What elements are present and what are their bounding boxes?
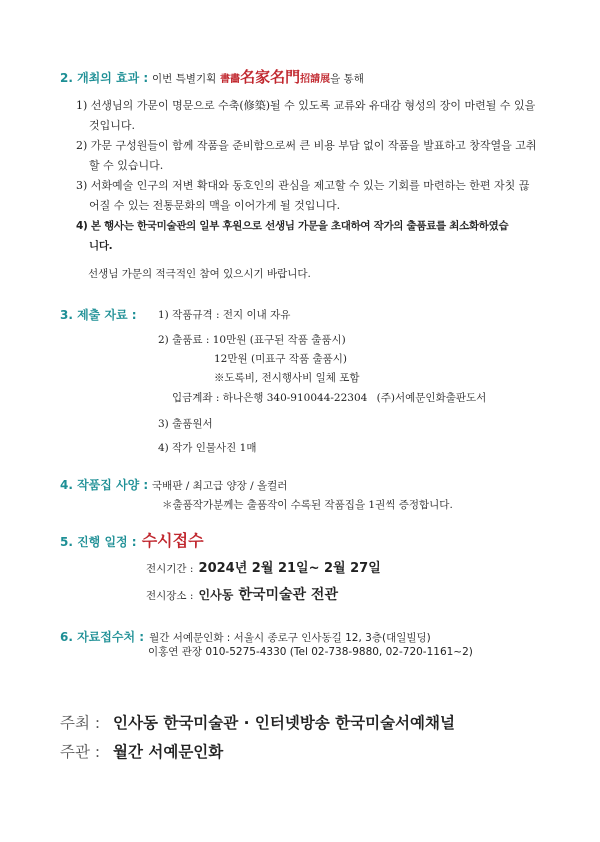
section-2-intro-post: 을 통해 — [330, 73, 364, 85]
organizer-label: 주관 : — [60, 743, 101, 761]
effect-item-1: 1) 선생님의 가문이 명문으로 수축(修築)될 수 있도록 교류와 유대감 형성의 장이 마련될 수 있을 것입니다. — [76, 99, 536, 132]
section-4-header — [60, 476, 287, 493]
effect-item-4: 4) 본 행사는 한국미술관의 일부 후원으로 선생님 가문을 초대하여 작가의 출품료를 최소화하였습 니다. — [76, 220, 509, 252]
section-2-header — [60, 66, 364, 87]
host-name: 인사동 한국미술관 · 인터넷방송 한국미술서예채널 — [113, 714, 455, 732]
organizer-line — [60, 740, 223, 762]
section-3-heading: 3. 제출 자료 : — [60, 308, 137, 322]
venue-name: 한국미술관 전관 — [238, 587, 338, 603]
period-dates: 2024년 2월 21일~ 2월 27일 — [198, 561, 381, 576]
section-2-closing: 선생님 가문의 적극적인 참여 있으시기 바랍니다. — [88, 268, 311, 280]
section-6-header — [60, 626, 431, 645]
submit-item-4: 4) 작가 인물사진 1매 — [158, 442, 257, 454]
contact-phone: 이홍연 관장 010-5275-4330 (Tel 02-738-9880, 02-720-1161~2) — [148, 646, 473, 658]
section-5-header — [60, 528, 204, 551]
book-spec: 국배판 / 최고급 양장 / 올컬러 — [152, 480, 288, 492]
submit-item-3: 3) 출품원서 — [158, 418, 213, 430]
section-5-heading: 5. 진행 일정 : — [60, 535, 137, 549]
submit-item-1: 1) 작품규격 : 전지 이내 자유 — [158, 309, 291, 321]
host-line — [60, 711, 455, 733]
effect-item-3: 3) 서화예술 인구의 저변 확대와 동호인의 관심을 제고할 수 있는 기회를 마련하는 한편 자칫 끊 어질 수 있는 전통문화의 맥을 이어가게 될 것입니다. — [76, 179, 530, 212]
section-2-heading: 2. 개최의 효과 : — [60, 71, 149, 85]
host-label: 주최 : — [60, 714, 101, 732]
bank-account: 입금계좌 : 하나은행 340-910044-22304 (주)서예문인화출판도서 — [172, 392, 487, 404]
application-status: 수시접수 — [141, 531, 204, 550]
section-6-heading: 6. 자료접수처 : — [60, 630, 145, 644]
section-4-heading: 4. 작품집 사양 : — [60, 478, 149, 492]
exhibition-period: 전시기간 : 2024년 2월 21일~ 2월 27일 — [146, 561, 381, 576]
exhibition-title-prefix: 書畵 — [220, 74, 241, 85]
book-note: ＊출품작가분께는 출품작이 수록된 작품집을 1권씩 증정합니다. — [162, 499, 453, 511]
submit-item-2-note: ※도록비, 전시행사비 일체 포함 — [214, 372, 360, 384]
submit-item-2-unframed: 12만원 (미표구 작품 출품시) — [214, 353, 347, 365]
account-number: 340-910044-22304 — [266, 392, 368, 404]
contact-address: 월간 서예문인화 : 서울시 종로구 인사동길 12, 3층(대일빌딩) — [149, 632, 431, 644]
organizer-name: 월간 서예문인화 — [113, 743, 224, 761]
exhibition-venue: 전시장소 : 인사동 한국미술관 전관 — [146, 587, 338, 603]
effect-item-2: 2) 가문 구성원들이 함께 작품을 준비함으로써 큰 비용 부담 없이 작품을 발표하고 창작열을 고취 할 수 있습니다. — [76, 139, 537, 172]
section-2-intro-pre: 이번 특별기획 — [152, 73, 217, 85]
exhibition-title-suffix: 招請展 — [300, 74, 331, 85]
account-holder: (주)서예문인화출판도서 — [376, 392, 487, 404]
submit-item-2: 2) 출품료 : 10만원 (표구된 작품 출품시) — [158, 334, 346, 346]
exhibition-title-main: 名家名門 — [240, 68, 301, 86]
